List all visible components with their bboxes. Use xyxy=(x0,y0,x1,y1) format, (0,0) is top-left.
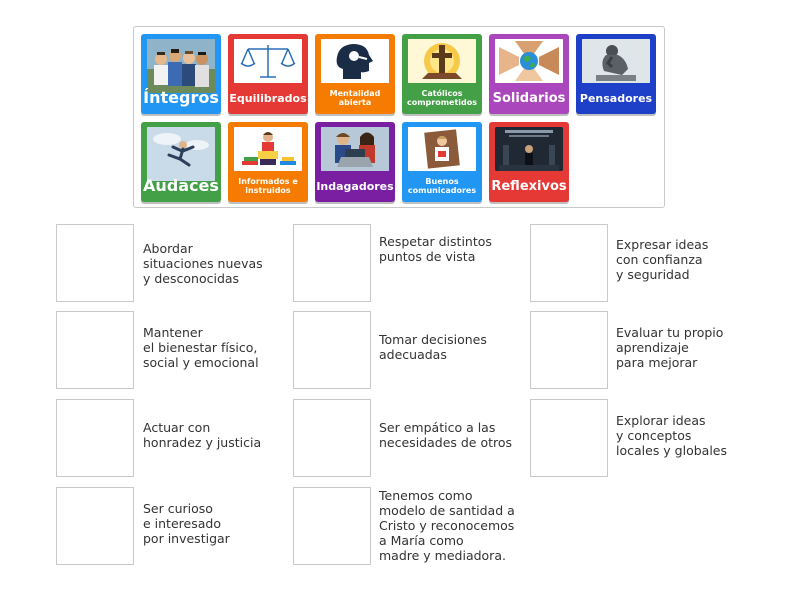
head-silhouette-icon xyxy=(321,39,389,83)
tile-label: Audaces xyxy=(143,176,219,196)
tile-equilibrados[interactable] xyxy=(228,34,308,114)
tile-label: Íntegros xyxy=(143,88,219,108)
tile-informados-instruidos[interactable] xyxy=(228,122,308,202)
tile-audaces[interactable] xyxy=(141,122,221,202)
tile-label: Reflexivos xyxy=(491,178,567,194)
drop-slot-8[interactable] xyxy=(293,399,371,477)
tile-label: Informados e instruidos xyxy=(238,177,298,195)
drop-slot-11[interactable] xyxy=(293,487,371,565)
description-5: Tomar decisiones adecuadas xyxy=(379,332,487,362)
description-9: Explorar ideas y conceptos locales y globales xyxy=(616,412,727,458)
drop-slot-3[interactable] xyxy=(530,224,608,302)
tile-buenos-comunicadores[interactable] xyxy=(402,122,482,202)
description-4: Mantener el bienestar físico, social y emocional xyxy=(143,324,259,370)
thinker-statue-icon xyxy=(582,39,650,83)
tile-pensadores[interactable] xyxy=(576,34,656,114)
description-8: Ser empático a las necesidades de otros xyxy=(379,420,513,450)
tile-reflexivos[interactable] xyxy=(489,122,569,202)
tile-indagadores[interactable] xyxy=(315,122,395,202)
tile-catolicos-comprometidos[interactable] xyxy=(402,34,482,114)
tile-mentalidad-abierta[interactable] xyxy=(315,34,395,114)
tile-tray xyxy=(133,26,665,208)
tile-label: Pensadores xyxy=(579,91,653,105)
drop-slot-4[interactable] xyxy=(56,311,134,389)
cross-icon xyxy=(408,39,476,83)
tile-label: Solidarios xyxy=(492,90,566,106)
children-laptop-icon xyxy=(321,127,389,171)
speaking-child-icon xyxy=(408,127,476,171)
scales-icon xyxy=(234,39,302,83)
drop-slot-10[interactable] xyxy=(56,487,134,565)
tile-integros[interactable] xyxy=(141,34,221,114)
book-cover-icon xyxy=(495,127,563,171)
reading-child-icon xyxy=(234,127,302,171)
tile-solidarios[interactable] xyxy=(489,34,569,114)
description-10: Ser curioso e interesado por investigar xyxy=(143,500,230,546)
tile-label: Católicos comprometidos xyxy=(406,89,478,107)
description-3: Expresar ideas con confianza y seguridad xyxy=(616,236,709,282)
description-6: Evaluar tu propio aprendizaje para mejorar xyxy=(616,324,724,370)
drop-slot-6[interactable] xyxy=(530,311,608,389)
description-1: Abordar situaciones nuevas y desconocidas xyxy=(143,240,263,286)
tile-label: Buenos comunicadores xyxy=(407,177,477,195)
drop-slot-9[interactable] xyxy=(530,399,608,477)
tile-label: Indagadores xyxy=(316,179,394,193)
description-7: Actuar con honradez y justicia xyxy=(143,420,262,450)
drop-slot-2[interactable] xyxy=(293,224,371,302)
hands-globe-icon xyxy=(495,39,563,83)
tile-label: Equilibrados xyxy=(229,91,307,105)
description-2: Respetar distintos puntos de vista xyxy=(379,234,492,264)
tile-label: Mentalidad abierta xyxy=(329,89,381,107)
drop-slot-5[interactable] xyxy=(293,311,371,389)
description-11: Tenemos como modelo de santidad a Cristo y reconocemos a María como madre y mediadora. xyxy=(379,487,515,563)
drop-slot-7[interactable] xyxy=(56,399,134,477)
drop-slot-1[interactable] xyxy=(56,224,134,302)
